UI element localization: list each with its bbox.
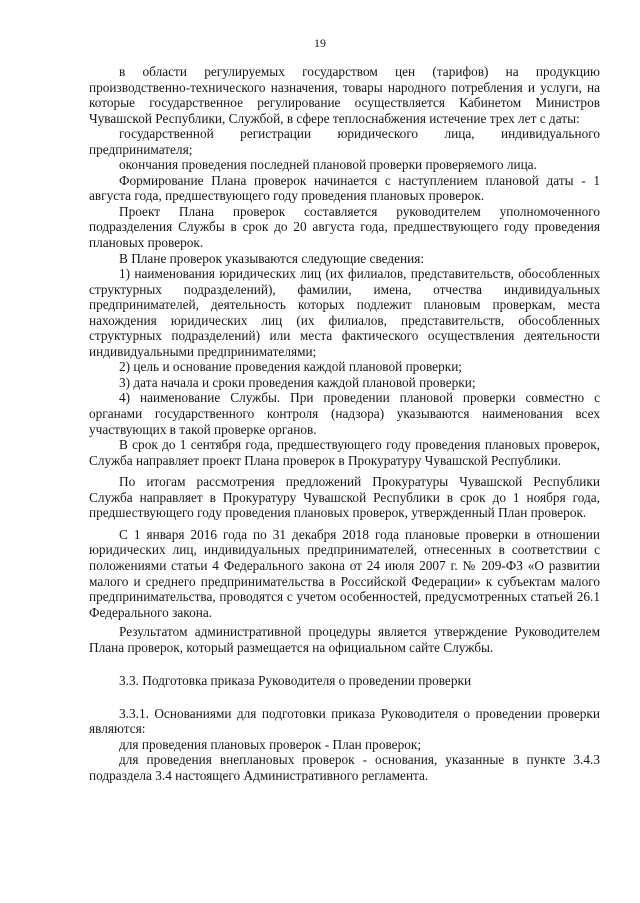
paragraph-3-3-1: 3.3.1. Основаниями для подготовки приказа Руководителя о проведении проверки являются: (89, 705, 600, 737)
page-number: 19 (314, 36, 326, 50)
paragraph-september-deadline: В срок до 1 сентября года, предшествующего году проведения плановых проверок, Служба направляет проект Плана проверок в Прокуратуру Чувашской Республики. (89, 437, 600, 468)
paragraph-planned-basis: для проведения плановых проверок - План проверок; (119, 736, 422, 752)
paragraph-plan-draft: Проект Плана проверок составляется руководителем уполномоченного подразделения Службы в срок до 20 августа года, предшествующего году проведения плановых проверок. (89, 203, 600, 251)
paragraph-last-inspection: окончания проведения последней плановой проверки проверяемого лица. (119, 157, 537, 173)
paragraph-plan-formation: Формирование Плана проверок начинается с наступлением плановой даты - 1 августа года, предшествующего году проведения плановых проверок. (89, 172, 600, 204)
paragraph-november-deadline: По итогам рассмотрения предложений Прокуратуры Чувашской Республики Служба направляет в Прокуратуру Чувашской Республики в срок до 1 ноября года, предшествующего году проведения плановых проверок, утвержденный План проверок. (89, 474, 600, 521)
list-item-1: 1) наименования юридических лиц (их филиалов, представительств, обособленных структурных подразделений), фамилии, имена, отчества индивидуальных предпринимателей, деятельность которых подлежит плановым проверкам, места нахождения юридических лиц (их филиалов, представительств, обособленных структурных подразделений) или места фактического осуществления деятельности индивидуальными предпринимателями; (89, 266, 600, 359)
paragraph-price-regulation: в области регулируемых государством цен (тарифов) на продукцию производственно-технического назначения, товары народного потребления и услуги, на которые государственное регулирование осуществляется Кабинетом Министров Чувашской Республики, Службой, в сфере теплоснабжения истечение трех лет с даты: (89, 64, 600, 126)
paragraph-unplanned-basis: для проведения внеплановых проверок - основания, указанные в пункте 3.4.3 подраздела 3.4 настоящего Административного регламента. (89, 752, 600, 783)
document-body (89, 64, 600, 784)
paragraph-procedure-result: Результатом административной процедуры является утверждение Руководителем Плана проверок, который размещается на официальном сайте Службы. (89, 624, 600, 655)
list-item-3: 3) дата начала и сроки проведения каждой плановой проверки; (119, 374, 476, 390)
list-item-2: 2) цель и основание проведения каждой плановой проверки; (119, 359, 462, 375)
list-item-4: 4) наименование Службы. При проведении плановой проверки совместно с органами государственного контроля (надзора) указываются наименования всех участвующих в такой проверке органов. (89, 390, 600, 437)
paragraph-small-business: С 1 января 2016 года по 31 декабря 2018 года плановые проверки в отношении юридических лиц, индивидуальных предпринимателей, отнесенных в соответствии с положениями статьи 4 Федерального закона от 24 июля 2007 г. № 209-ФЗ «О развитии малого и среднего предпринимательства в Российской Федерации» к субъектам малого предпринимательства, проводятся с учетом особенностей, предусмотренных статьей 26.1 Федерального закона. (89, 526, 600, 620)
section-heading-3-3: 3.3. Подготовка приказа Руководителя о проведении проверки (119, 673, 472, 689)
paragraph-state-registration: государственной регистрации юридического лица, индивидуального предпринимателя; (89, 126, 600, 157)
paragraph-plan-contents-intro: В Плане проверок указываются следующие сведения: (119, 250, 425, 266)
